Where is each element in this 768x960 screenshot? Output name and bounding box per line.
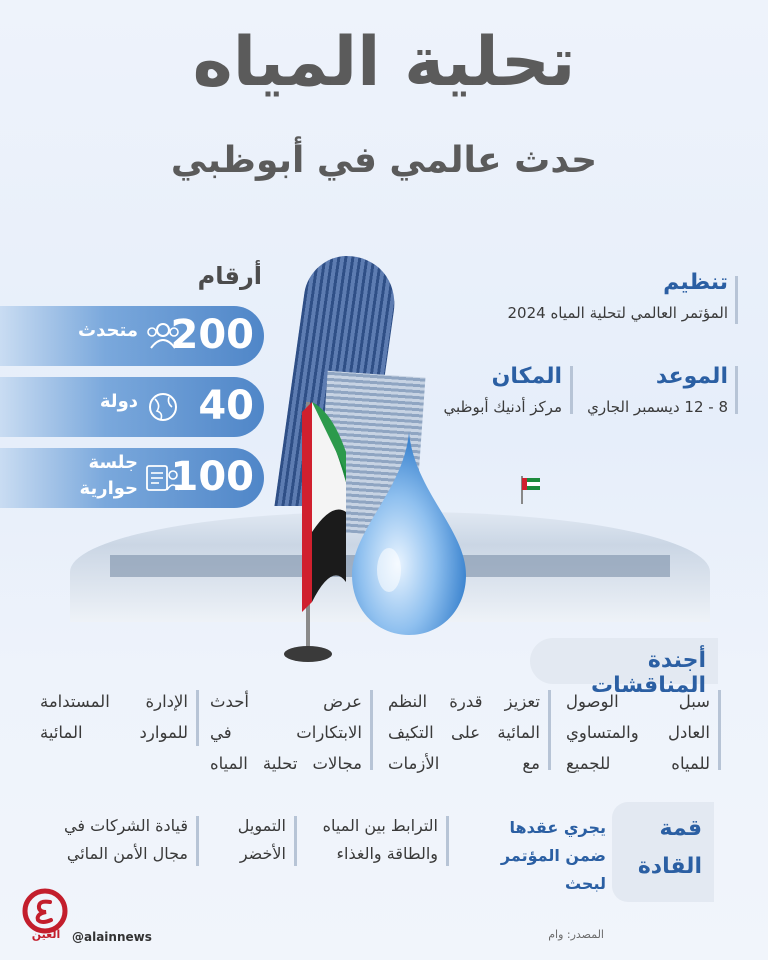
organizer-text: المؤتمر العالمي لتحلية المياه 2024 [507,304,728,322]
organizer-heading: تنظيم [663,270,728,295]
sessions-label-line1: جلسة [88,452,138,473]
date-heading: الموعد [655,364,728,389]
speakers-stat [0,306,264,366]
small-flag-icon [518,474,542,504]
summit-divider-1 [446,816,449,866]
summit-item-1-line-2: والطاقة والغذاء [336,844,438,863]
venue-divider [570,366,573,414]
source-credit: المصدر: وام [548,928,604,941]
summit-item-2 [206,812,286,868]
agenda-divider-4 [196,690,199,746]
summit-item-3-line-2: مجال الأمن المائي [66,844,188,863]
agenda-item-2 [388,686,540,779]
agenda-divider-1 [718,690,721,770]
agenda-item-3-line-3: مجالات تحلية المياه [210,754,362,773]
page-subtitle: حدث عالمي في أبوظبي [170,140,598,181]
date-text: 8 - 12 ديسمبر الجاري [587,398,728,416]
summit-item-1 [306,812,438,868]
organizer-divider [735,276,738,324]
session-icon [145,462,181,494]
summit-item-2-line-2: الأخضر [239,844,286,863]
date-divider [735,366,738,414]
countries-stat [0,377,264,437]
sessions-label [58,450,138,502]
summit-heading [612,810,702,886]
agenda-item-3-line-1: عرض أحدث [210,692,362,711]
sessions-stat [0,448,264,508]
agenda-heading: أجندة المناقشات [591,648,706,698]
people-icon [145,320,181,352]
social-handle[interactable]: @alainnews [72,930,152,944]
alain-logo-text: العين [31,928,61,941]
countries-count: 40 [198,383,254,429]
agenda-item-1-line-1: سبل الوصول [566,692,710,711]
agenda-item-3-line-2: الابتكارات في [210,723,362,742]
summit-heading-line-2: القادة [637,854,702,879]
sessions-count: 100 [170,454,254,500]
agenda-item-2-line-1: تعزيز قدرة النظم [388,692,540,711]
summit-divider-3 [196,816,199,866]
page-title: تحلية المياه [192,23,576,102]
speakers-label: متحدث [78,320,138,341]
countries-label: دولة [99,391,138,412]
water-drop-icon [344,430,474,638]
numbers-heading: أرقام [197,262,262,290]
agenda-item-1 [566,686,710,779]
summit-intro [456,814,606,898]
venue-text: مركز أدنيك أبوظبي [443,398,562,416]
agenda-item-4-line-1: الإدارة المستدامة [40,692,188,711]
sessions-label-line2: حوارية [79,478,138,499]
summit-heading-line-1: قمة [659,816,702,841]
globe-icon [145,391,181,423]
summit-item-1-line-1: الترابط بين المياه [322,816,438,835]
summit-intro-line-2: ضمن المؤتمر لبحث [500,846,606,893]
agenda-item-2-line-3: مع الأزمات [388,754,540,773]
summit-intro-line-1: يجري عقدها [509,818,606,837]
summit-item-3-line-1: قيادة الشركات في [64,816,188,835]
venue-heading: المكان [491,364,562,389]
summit-item-2-line-1: التمويل [237,816,286,835]
speakers-count: 200 [170,312,254,358]
agenda-divider-2 [548,690,551,770]
agenda-item-4-line-2: للموارد المائية [40,723,188,742]
agenda-item-1-line-3: للمياه للجميع [566,754,710,773]
agenda-item-4 [40,686,188,748]
agenda-item-1-line-2: العادل والمتساوي [566,723,710,742]
agenda-item-3 [210,686,362,779]
agenda-item-2-line-2: المائية على التكيف [388,723,540,742]
agenda-divider-3 [370,690,373,770]
summit-item-3 [40,812,188,868]
summit-divider-2 [294,816,297,866]
